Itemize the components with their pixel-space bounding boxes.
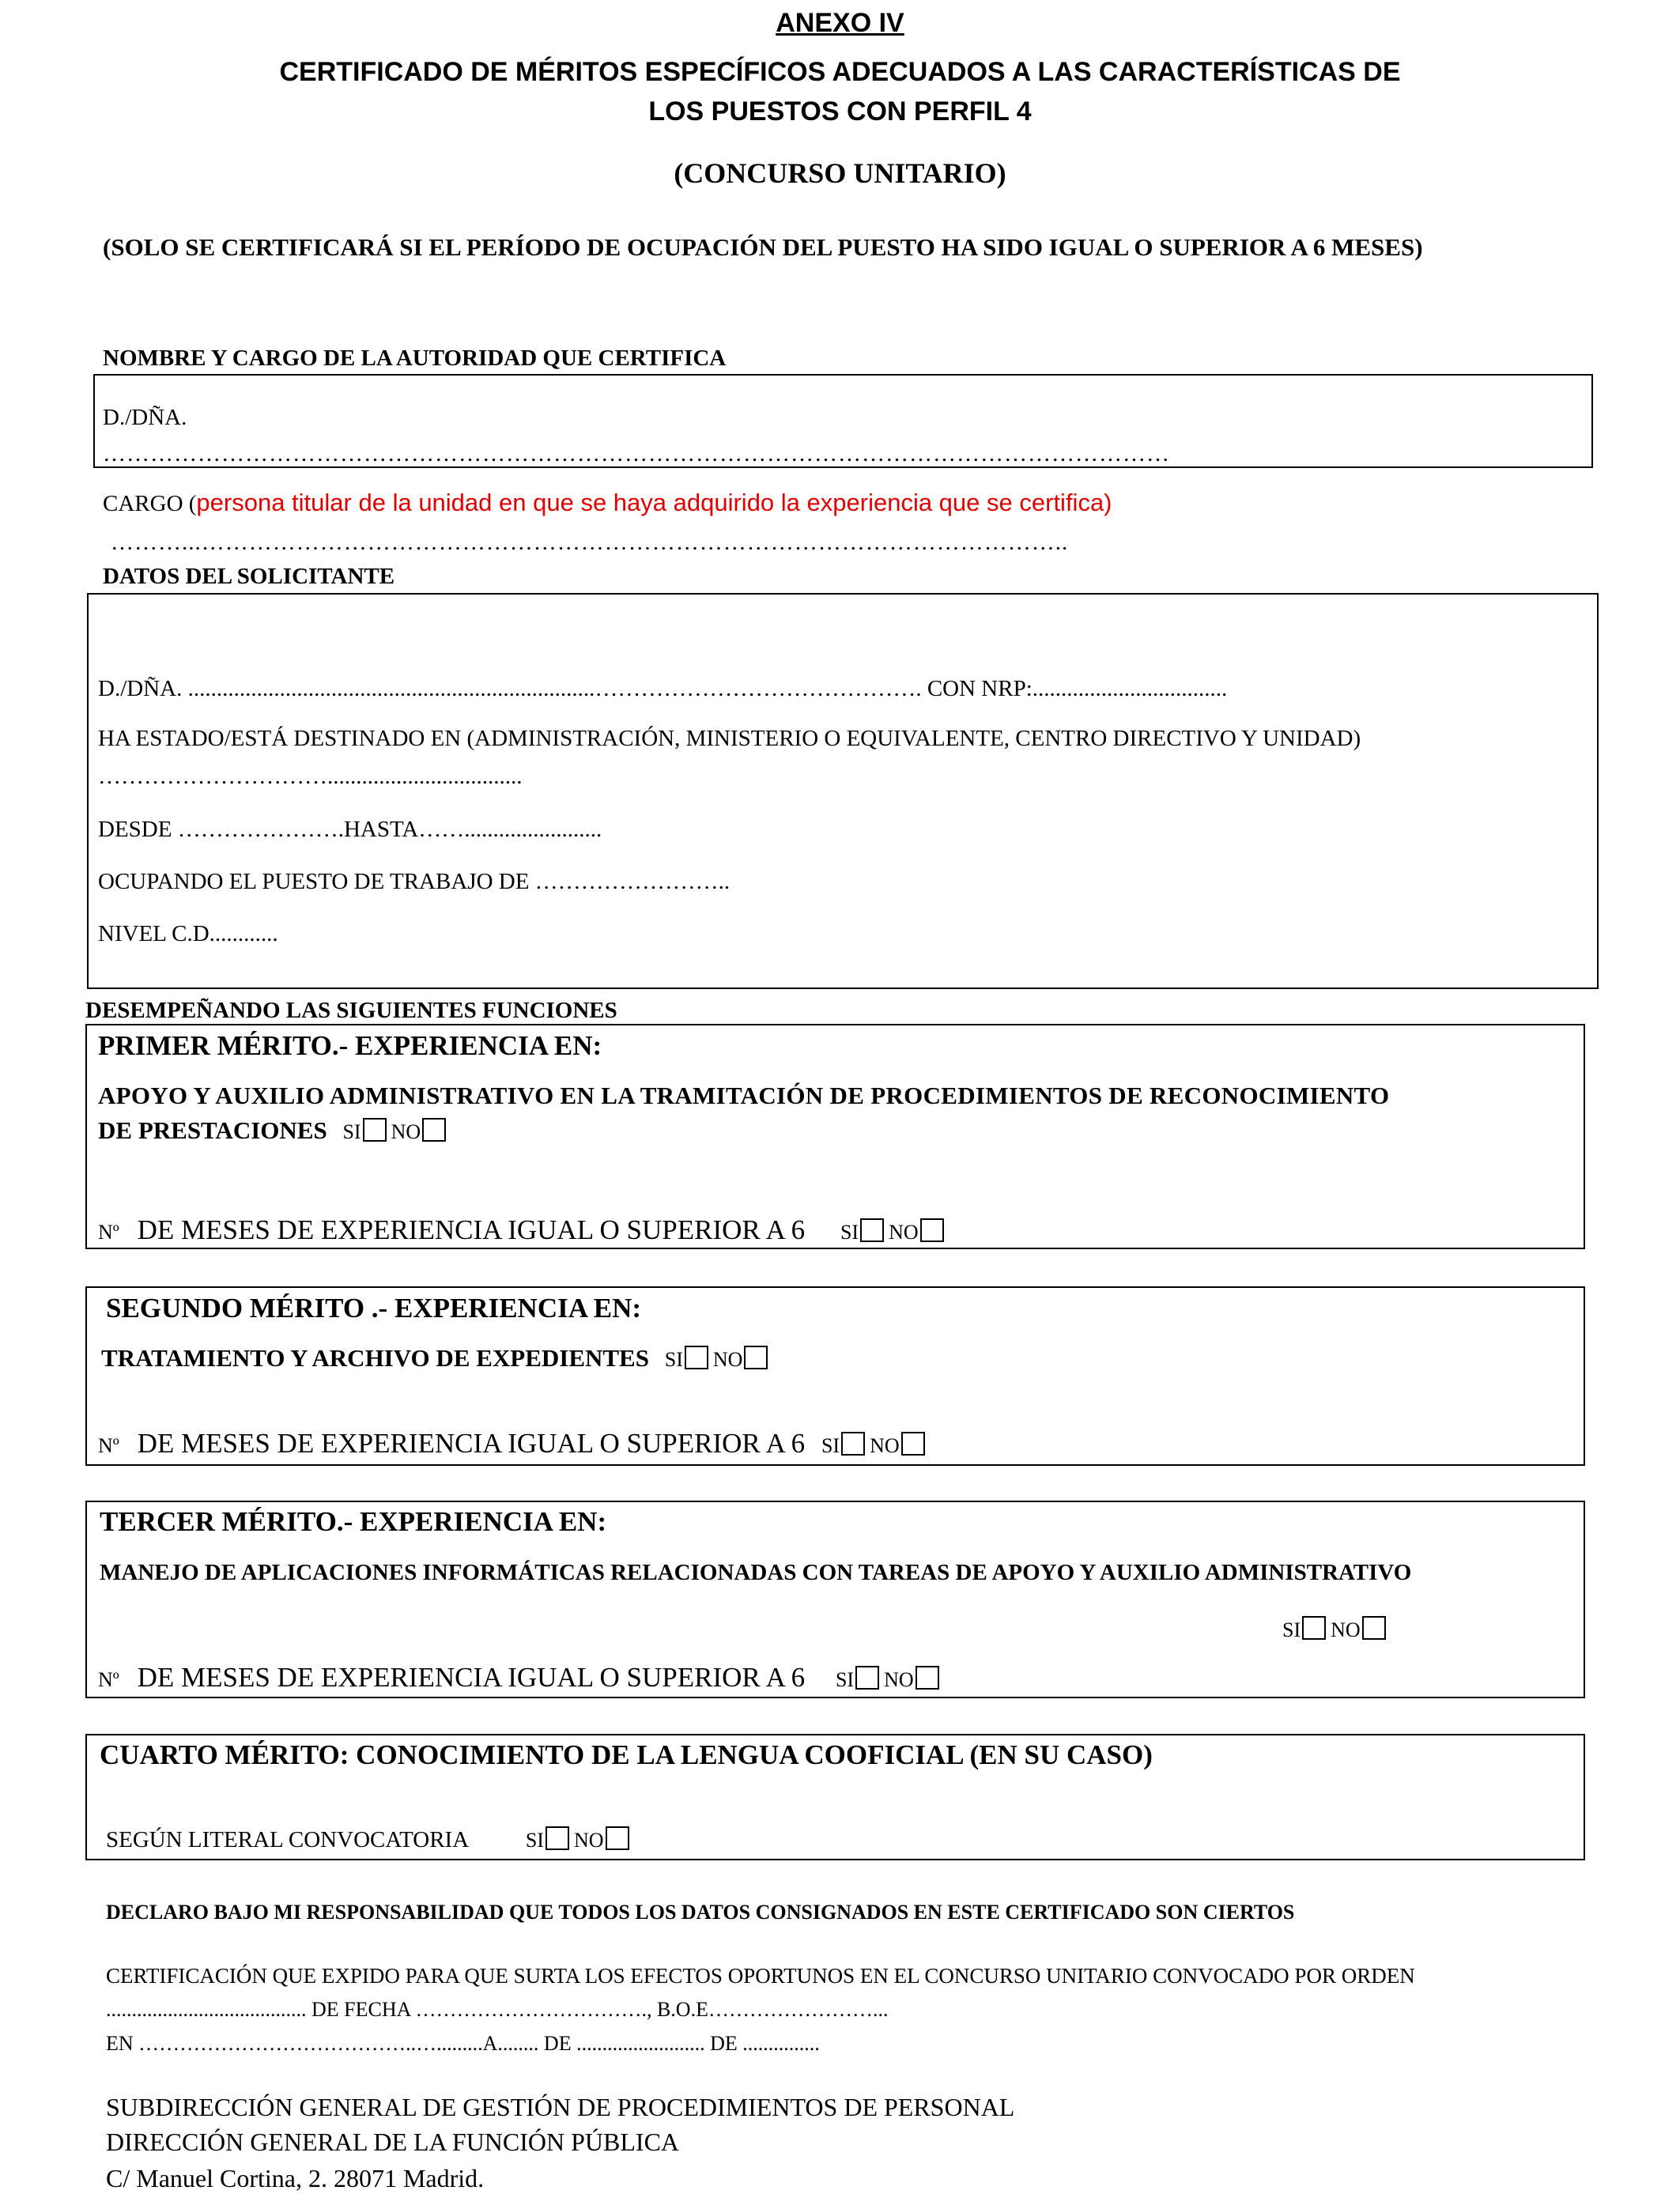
merit-3-months-no-label: NO xyxy=(884,1668,914,1691)
merit-3-si-label: SI xyxy=(1282,1618,1301,1641)
merit-2-months-no-checkbox[interactable] xyxy=(901,1432,925,1456)
merit-1-si-checkbox[interactable] xyxy=(363,1118,387,1142)
merit-2-no-checkbox[interactable] xyxy=(744,1346,768,1369)
applicant-destination-label: HA ESTADO/ESTÁ DESTINADO EN (ADMINISTRACIÓN, MINISTERIO O EQUIVALENTE, CENTRO DIRECTIVO Y UNIDAD) xyxy=(98,726,1361,751)
merit-4-row xyxy=(106,1826,634,1853)
annex-title: ANEXO IV xyxy=(776,8,904,38)
merit-3-title: TERCER MÉRITO.- EXPERIENCIA EN: xyxy=(100,1506,607,1537)
occupation-note: (SOLO SE CERTIFICARÁ SI EL PERÍODO DE OCUPACIÓN DEL PUESTO HA SIDO IGUAL O SUPERIOR A 6 MESES) xyxy=(103,233,1423,261)
merit-1-prestaciones-row xyxy=(98,1116,451,1145)
merit-3-months-si-checkbox[interactable] xyxy=(855,1666,879,1690)
certification-line2[interactable]: ....................................... DE FECHA ……………………………., B.O.E……………………... xyxy=(106,1998,889,2021)
merit-4-description: SEGÚN LITERAL CONVOCATORIA xyxy=(106,1827,468,1852)
merit-1-months-row xyxy=(98,1214,949,1246)
document-subtitle: (CONCURSO UNITARIO) xyxy=(674,157,1006,189)
merit-2-si-label: SI xyxy=(664,1348,683,1371)
merit-3-si-checkbox[interactable] xyxy=(1302,1616,1326,1640)
merit-3-no-checkbox[interactable] xyxy=(1362,1616,1386,1640)
certification-line1: CERTIFICACIÓN QUE EXPIDO PARA QUE SURTA LOS EFECTOS OPORTUNOS EN EL CONCURSO UNITARIO CONVOCADO POR ORDEN xyxy=(106,1964,1415,1988)
authority-name-label: D./DÑA. xyxy=(103,405,187,430)
certification-line3[interactable]: EN …………………………………..….........A........ DE ......................... DE ............... xyxy=(106,2032,820,2055)
applicant-dates-field[interactable]: DESDE ………………….HASTA……........................ xyxy=(98,817,602,842)
merit-3-no-label: NO xyxy=(1331,1618,1361,1641)
merit-2-months-si-label: SI xyxy=(821,1434,840,1457)
merit-1-si-label: SI xyxy=(342,1120,361,1143)
applicant-box xyxy=(87,593,1599,989)
merit-4-si-checkbox[interactable] xyxy=(546,1826,569,1850)
declaration: DECLARO BAJO MI RESPONSABILIDAD QUE TODOS LOS DATOS CONSIGNADOS EN ESTE CERTIFICADO SON CIERTOS xyxy=(106,1901,1295,1924)
merit-1-num-label: Nº xyxy=(98,1221,119,1244)
footer-address: C/ Manuel Cortina, 2. 28071 Madrid. xyxy=(106,2164,485,2192)
merit-4-no-label: NO xyxy=(573,1829,604,1852)
merit-4-si-label: SI xyxy=(525,1829,544,1852)
applicant-level-field[interactable]: NIVEL C.D............ xyxy=(98,921,278,946)
document-title-line1: CERTIFICADO DE MÉRITOS ESPECÍFICOS ADECUADOS A LAS CARACTERÍSTICAS DE xyxy=(279,57,1401,87)
merit-2-description: TRATAMIENTO Y ARCHIVO DE EXPEDIENTES xyxy=(101,1344,649,1372)
applicant-destination-field[interactable]: ………………………….................................. xyxy=(98,764,523,789)
merit-1-months-no-label: NO xyxy=(889,1221,919,1244)
merit-2-title: SEGUNDO MÉRITO .- EXPERIENCIA EN: xyxy=(106,1293,642,1324)
authority-cargo-row xyxy=(103,488,1112,517)
authority-cargo-note: persona titular de la unidad en que se haya adquirido la experiencia que se certifica) xyxy=(196,489,1112,516)
merit-2-description-row xyxy=(101,1344,772,1373)
merit-1-months-no-checkbox[interactable] xyxy=(920,1218,944,1242)
applicant-heading: DATOS DEL SOLICITANTE xyxy=(103,564,395,589)
merit-2-no-label: NO xyxy=(712,1348,743,1371)
merit-2-si-checkbox[interactable] xyxy=(685,1346,708,1369)
authority-heading: NOMBRE Y CARGO DE LA AUTORIDAD QUE CERTIFICA xyxy=(103,346,727,371)
authority-name-field[interactable]: ……………………………………………………………………………………………………………………… xyxy=(103,441,1170,466)
merit-3-num-label: Nº xyxy=(98,1668,119,1691)
merit-1-description: APOYO Y AUXILIO ADMINISTRATIVO EN LA TRAMITACIÓN DE PROCEDIMIENTOS DE RECONOCIMIENTO xyxy=(98,1082,1390,1109)
merit-2-months-si-checkbox[interactable] xyxy=(841,1432,865,1456)
authority-cargo-field[interactable]: ………...……………………………………………………………………………………………….. xyxy=(111,530,1069,555)
merit-1-description-line2: DE PRESTACIONES xyxy=(98,1116,327,1144)
authority-cargo-label: CARGO ( xyxy=(103,491,197,516)
merit-2-months-text: DE MESES DE EXPERIENCIA IGUAL O SUPERIOR A 6 xyxy=(137,1428,806,1459)
merit-1-no-label: NO xyxy=(391,1120,421,1143)
merit-2-months-no-label: NO xyxy=(870,1434,900,1457)
applicant-name-field[interactable]: D./DÑA. .......................................................................……………………………………. CON NRP:.................................. xyxy=(98,676,1228,701)
merit-3-months-si-label: SI xyxy=(835,1668,855,1691)
merit-1-title: PRIMER MÉRITO.- EXPERIENCIA EN: xyxy=(98,1030,602,1061)
merit-3-months-row xyxy=(98,1662,944,1694)
merit-1-no-checkbox[interactable] xyxy=(422,1118,446,1142)
functions-heading: DESEMPEÑANDO LAS SIGUIENTES FUNCIONES xyxy=(85,998,617,1023)
merit-3-checkbox-row xyxy=(1282,1614,1391,1643)
merit-2-months-row xyxy=(98,1428,930,1460)
merit-1-months-si-label: SI xyxy=(840,1221,859,1244)
merit-1-months-text: DE MESES DE EXPERIENCIA IGUAL O SUPERIOR A 6 xyxy=(137,1214,806,1245)
merit-4-no-checkbox[interactable] xyxy=(606,1826,629,1850)
merit-3-months-text: DE MESES DE EXPERIENCIA IGUAL O SUPERIOR A 6 xyxy=(137,1662,806,1693)
footer-subdireccion: SUBDIRECCIÓN GENERAL DE GESTIÓN DE PROCEDIMIENTOS DE PERSONAL xyxy=(106,2093,1015,2121)
footer-direccion: DIRECCIÓN GENERAL DE LA FUNCIÓN PÚBLICA xyxy=(106,2128,680,2156)
merit-1-months-si-checkbox[interactable] xyxy=(860,1218,884,1242)
merit-2-num-label: Nº xyxy=(98,1434,119,1457)
merit-3-months-no-checkbox[interactable] xyxy=(916,1666,939,1690)
document-title-line2: LOS PUESTOS CON PERFIL 4 xyxy=(648,96,1032,127)
applicant-post-field[interactable]: OCUPANDO EL PUESTO DE TRABAJO DE …………………….. xyxy=(98,869,731,894)
merit-4-title: CUARTO MÉRITO: CONOCIMIENTO DE LA LENGUA COOFICIAL (EN SU CASO) xyxy=(100,1739,1153,1770)
merit-3-description: MANEJO DE APLICACIONES INFORMÁTICAS RELACIONADAS CON TAREAS DE APOYO Y AUXILIO ADMINISTRATIVO xyxy=(100,1560,1412,1585)
